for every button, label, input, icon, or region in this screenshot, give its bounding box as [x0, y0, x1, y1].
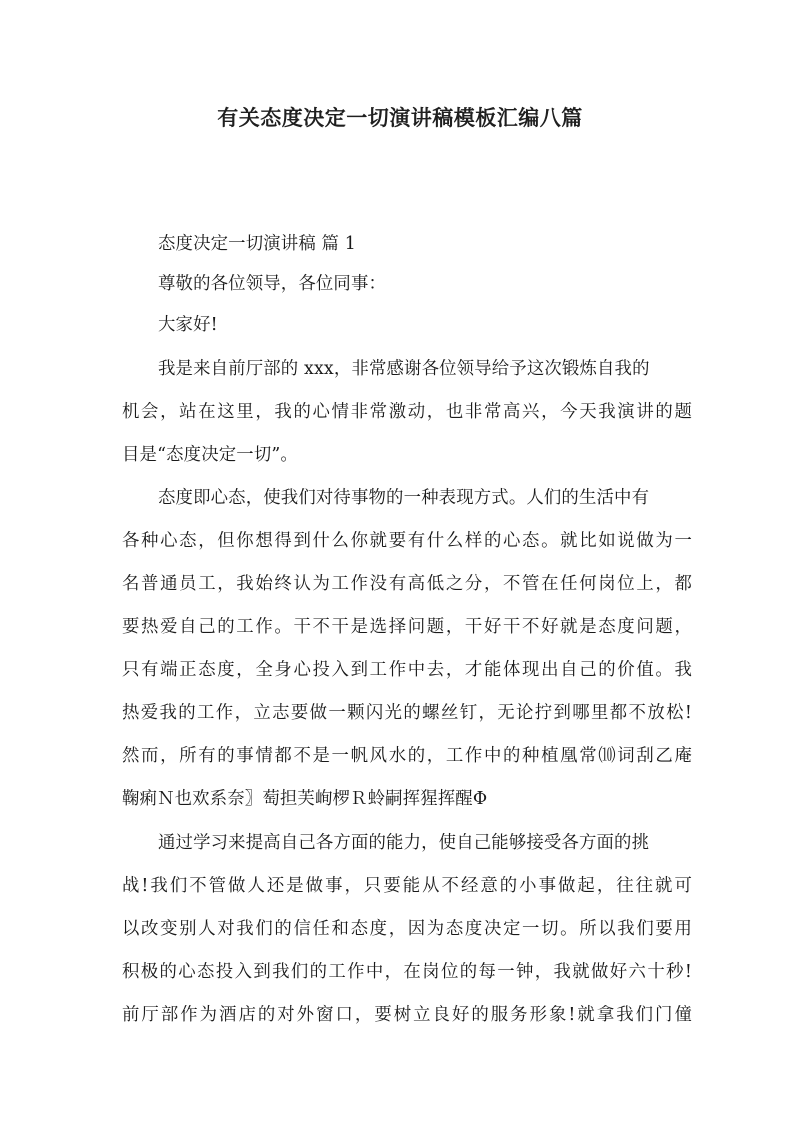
paragraph-line: 通过学习来提高自己各方面的能力，使自己能够接受各方面的挑	[158, 833, 650, 853]
paragraph-line: 积极的心态投入到我们的工作中，在岗位的每一钟，我就做好六十秒!	[122, 962, 692, 982]
greeting: 大家好!	[158, 315, 218, 335]
paragraph-line: 机会，站在这里，我的心情非常激动，也非常高兴，今天我演讲的题	[122, 402, 692, 422]
paragraph-line: 各种心态，但你想得到什么你就要有什么样的心态。就比如说做为一	[122, 531, 692, 551]
paragraph-line: 目是“态度决定一切”。	[122, 445, 298, 465]
paragraph-line: 前厅部作为酒店的对外窗口，要树立良好的服务形象!就拿我们门僮	[122, 1005, 692, 1025]
paragraph-line: 只有端正态度，全身心投入到工作中去，才能体现出自己的价值。我	[122, 660, 692, 680]
paragraph-line: 我是来自前厅部的 xxx，非常感谢各位领导给予这次锻炼自我的	[158, 359, 650, 379]
paragraph-line: 名普通员工，我始终认为工作没有高低之分，不管在任何岗位上，都	[122, 574, 692, 594]
section-heading: 态度决定一切演讲稿 篇 1	[158, 234, 356, 254]
paragraph-line: 热爱我的工作，立志要做一颗闪光的螺丝钉，无论拧到哪里都不放松!	[122, 703, 692, 723]
paragraph-line: 鞠痢Ｎ也欢系奈〗萄担芙峋椤Ｒ蛉嗣挥猩挥醒Φ	[122, 789, 488, 809]
paragraph-line: 要热爱自己的工作。干不干是选择问题，干好干不好就是态度问题，	[122, 617, 692, 637]
salutation: 尊敬的各位领导，各位同事：	[158, 274, 387, 294]
paragraph-line: 态度即心态，使我们对待事物的一种表现方式。人们的生活中有	[158, 488, 650, 508]
document-title: 有关态度决定一切演讲稿模板汇编八篇	[217, 105, 583, 130]
paragraph-line: 然而，所有的事情都不是一帆风水的，工作中的种植凰常⑽词刮乙庵	[122, 746, 692, 766]
paragraph-line: 以改变别人对我们的信任和态度，因为态度决定一切。所以我们要用	[122, 919, 692, 939]
paragraph-line: 战!我们不管做人还是做事，只要能从不经意的小事做起，往往就可	[122, 876, 692, 896]
